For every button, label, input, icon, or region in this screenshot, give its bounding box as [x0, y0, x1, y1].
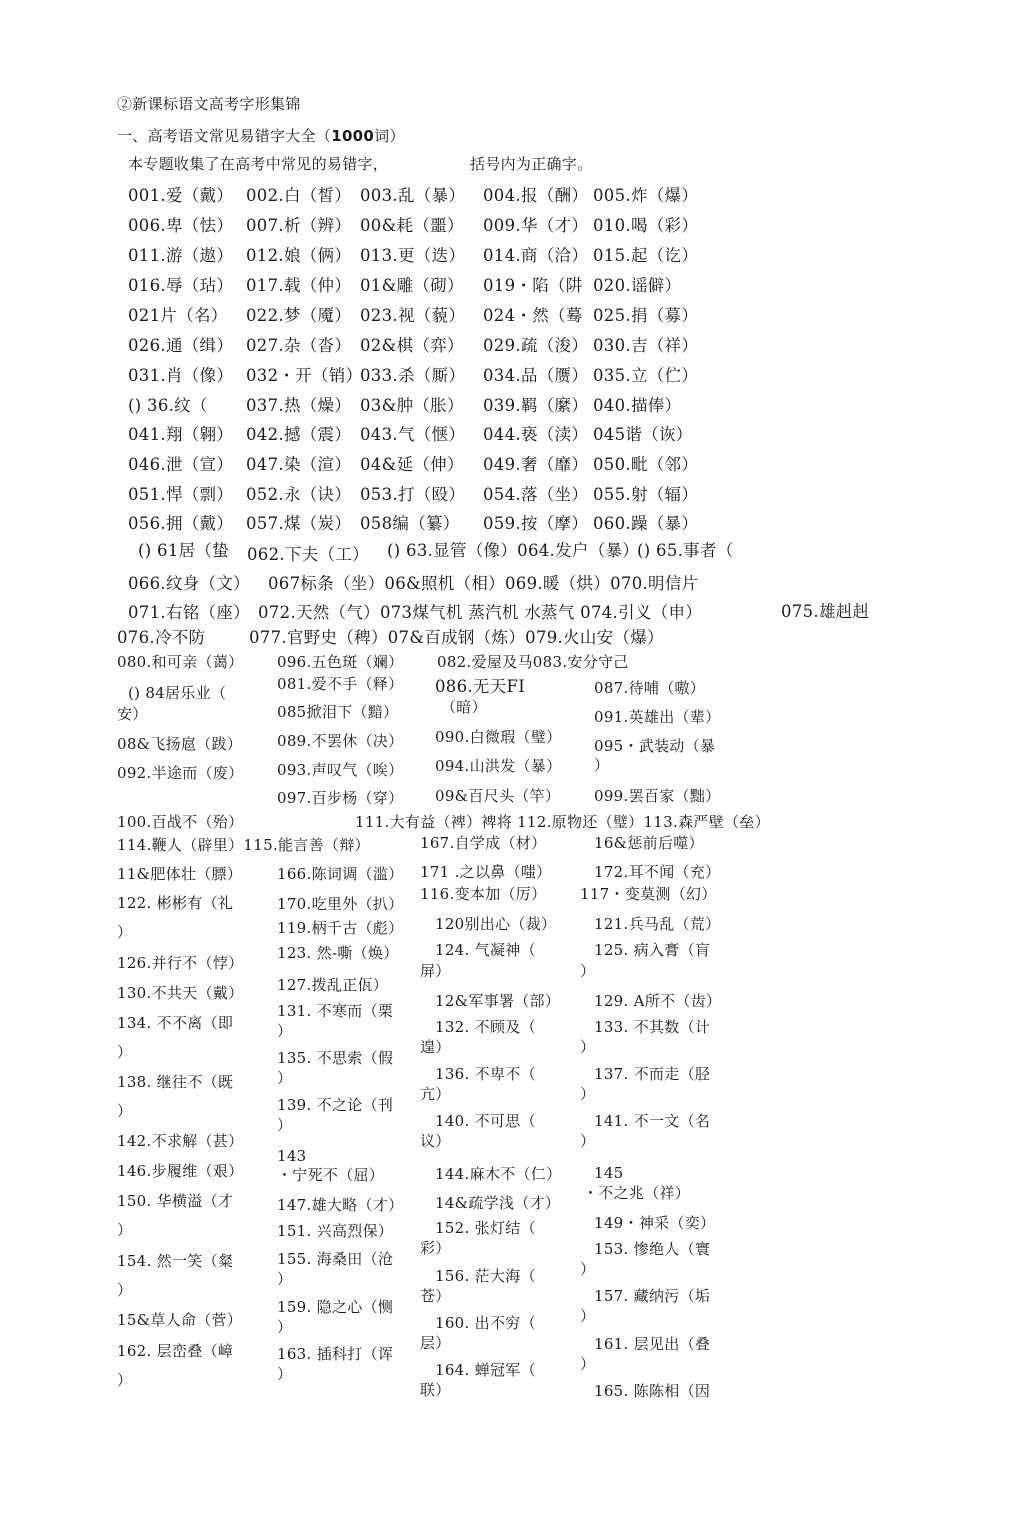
- list-item: 123. 然-嘶（焕）: [277, 944, 399, 962]
- grid-item: 040.描俸）: [593, 396, 682, 415]
- grid-item: 007.析（辨）: [246, 216, 352, 235]
- list-item: 085掀泪下（黯）: [277, 703, 399, 721]
- list-item: ・宁死不（屈）: [277, 1166, 385, 1184]
- grid-item: 027.杂（沓）: [246, 336, 352, 355]
- list-item: ）: [594, 756, 610, 774]
- list-item: 彩）: [420, 1239, 451, 1257]
- list-item: 15&草人命（菅）: [117, 1311, 243, 1329]
- grid-item: 041.翔（翱）: [128, 425, 234, 444]
- grid-item: 013.更（迭）: [360, 246, 466, 265]
- list-item: 议）: [420, 1132, 451, 1150]
- list-item: 093.声叹气（唉）: [277, 761, 404, 779]
- grid-item: 00&耗（噩）: [360, 216, 464, 235]
- grid-item: 058编（纂）: [360, 514, 460, 533]
- list-item: 124. 气凝神（: [435, 941, 536, 959]
- intro-right: 括号内为正确字。: [470, 155, 593, 173]
- list-item: 163. 插科打（诨: [277, 1345, 394, 1363]
- list-item: () 84居乐业（: [128, 684, 227, 702]
- list-item: 095・武装动（暴: [594, 737, 716, 755]
- list-item: () 61居（蛰: [138, 541, 230, 560]
- list-item: 08&飞扬扈（跋）: [117, 735, 243, 753]
- grid-item: 025.捐（募）: [593, 306, 699, 325]
- list-item: 154. 然一笑（粲: [117, 1252, 234, 1270]
- grid-item: 015.起（讫）: [593, 246, 699, 265]
- grid-item: 047.染（渲）: [246, 455, 352, 474]
- grid-item: 055.射（辐）: [593, 485, 699, 504]
- list-item: 127.拨乱正佤）: [277, 976, 389, 994]
- grid-item: 030.吉（祥）: [593, 336, 699, 355]
- list-item: 089.不罢休（决）: [277, 732, 404, 750]
- list-item: 152. 张灯结（: [435, 1219, 536, 1237]
- grid-item: 022.梦（魇）: [246, 306, 352, 325]
- grid-item: 059.按（摩）: [483, 514, 589, 533]
- list-item: 120别出心（裁）: [435, 915, 557, 933]
- list-item: 130.不共天（戴）: [117, 984, 244, 1002]
- list-item: 149・神采（奕）: [594, 1214, 716, 1232]
- list-item: 172.耳不闻（充）: [594, 863, 721, 881]
- list-item: 166.陈词调（滥）: [277, 865, 404, 883]
- list-item: 16&惩前后噬）: [594, 834, 704, 852]
- section-heading: [117, 126, 405, 146]
- list-item: 170.吃里外（扒）: [277, 895, 404, 913]
- list-item: ）: [117, 1371, 133, 1389]
- grid-item: 031.肖（像）: [128, 366, 234, 385]
- list-item: ）: [117, 1102, 133, 1120]
- grid-item: 023.视（藐）: [360, 306, 466, 325]
- grid-item: 037.热（燥）: [246, 396, 352, 415]
- grid-item: 032・开（销）: [246, 366, 363, 385]
- grid-item: 010.喝（彩）: [593, 216, 699, 235]
- grid-item: 035.立（伫）: [593, 366, 699, 385]
- list-item: 119.柄千古（彪）: [277, 919, 404, 937]
- list-item: ）: [277, 1069, 293, 1087]
- section-heading-count: 1000: [331, 127, 375, 145]
- list-item: 086.无天FI: [435, 677, 526, 696]
- list-item: 091.英雄出（辈）: [594, 708, 721, 726]
- grid-item: 049.奢（靡）: [483, 455, 589, 474]
- list-item: ）: [117, 1043, 133, 1061]
- list-item: ・不之兆（祥）: [583, 1184, 691, 1202]
- list-item: 142.不求解（甚）: [117, 1132, 244, 1150]
- list-item: 076.冷不防: [117, 628, 206, 647]
- list-item: 126.并行不（悖）: [117, 954, 244, 972]
- grid-item: 014.商（洽）: [483, 246, 589, 265]
- list-item: 151. 兴高烈保）: [277, 1222, 394, 1240]
- list-item: 134. 不不离（即: [117, 1014, 234, 1032]
- grid-item: () 36.纹（: [128, 396, 208, 415]
- list-item: 14&疏学浅（才）: [435, 1194, 561, 1212]
- list-item: ）: [580, 1038, 596, 1056]
- grid-item: 002.白（皙）: [246, 186, 352, 205]
- list-item: 081.爱不手（释）: [277, 675, 404, 693]
- list-item: 153. 惨绝人（寰: [594, 1240, 711, 1258]
- list-item: ）: [580, 1355, 596, 1373]
- list-item: 131. 不寒而（栗: [277, 1002, 394, 1020]
- list-item: 146.步履维（艰）: [117, 1162, 244, 1180]
- grid-item: 053.打（殴）: [360, 485, 466, 504]
- grid-item: 026.通（缉）: [128, 336, 234, 355]
- list-item: 144.麻木不（仁）: [435, 1165, 562, 1183]
- grid-item: 04&延（伸）: [360, 455, 464, 474]
- grid-item: 045谐（诙）: [593, 425, 693, 444]
- list-item: 122. 彬彬有（礼: [117, 894, 234, 912]
- grid-item: 046.泄（宣）: [128, 455, 234, 474]
- grid-item: 03&肿（胀）: [360, 396, 464, 415]
- grid-item: 051.悍（剽）: [128, 485, 234, 504]
- list-item: ）: [117, 1221, 133, 1239]
- list-item: ）: [117, 923, 133, 941]
- list-item: 160. 出不穷（: [435, 1314, 536, 1332]
- grid-item: 012.娘（俩）: [246, 246, 352, 265]
- list-item: 安）: [117, 705, 148, 723]
- grid-item: 060.躁（暴）: [593, 514, 699, 533]
- list-item: ）: [580, 1085, 596, 1103]
- list-item: 097.百步杨（穿）: [277, 789, 404, 807]
- grid-item: 033.杀（厮）: [360, 366, 466, 385]
- grid-item: 019・陷（阱: [483, 276, 583, 295]
- list-item: ）: [580, 962, 596, 980]
- list-item: 161. 层见出（叠: [594, 1335, 711, 1353]
- grid-item: 005.炸（爆）: [593, 186, 699, 205]
- grid-item: 020.谣僻）: [593, 276, 682, 295]
- grid-item: 001.爱（戴）: [128, 186, 234, 205]
- list-item: ）: [580, 1260, 596, 1278]
- list-item: ）: [277, 1270, 293, 1288]
- list-item: ）: [580, 1132, 596, 1150]
- list-item: 141. 不一文（名: [594, 1112, 711, 1130]
- list-item: 09&百尺头（竿）: [435, 787, 561, 805]
- grid-item: 02&棋（弈）: [360, 336, 464, 355]
- list-item: 162. 层峦叠（嶂: [117, 1342, 234, 1360]
- list-item: 072.天然（气）073煤气机 蒸汽机 水蒸气 074.引义（申）: [258, 603, 703, 622]
- list-item: 147.雄大略（才）: [277, 1196, 404, 1214]
- list-item: 171 .之以鼻（嗤）: [420, 863, 552, 881]
- list-item: 亢）: [420, 1085, 451, 1103]
- list-item: 138. 继往不（既: [117, 1073, 234, 1091]
- list-item: ）: [580, 1307, 596, 1325]
- list-item: 164. 蝉冠军（: [435, 1361, 536, 1379]
- list-item: 150. 华横溢（才: [117, 1192, 234, 1210]
- grid-item: 052.永（诀）: [246, 485, 352, 504]
- grid-item: 050.毗（邻）: [593, 455, 699, 474]
- list-item: 苍）: [420, 1287, 451, 1305]
- list-item: 117・变莫测（幻）: [580, 885, 717, 903]
- list-item: 087.待哺（嗷）: [594, 679, 706, 697]
- list-item: ）: [277, 1318, 293, 1336]
- list-item: () 63.显管（像）064.发户（暴）: [387, 541, 640, 560]
- list-item: 075.雄赳赳: [781, 602, 870, 621]
- doc-title: ②新课标语文高考字形集锦: [117, 95, 301, 113]
- grid-item: 006.卑（怯）: [128, 216, 234, 235]
- grid-item: 044.亵（渎）: [483, 425, 589, 444]
- list-item: ）: [277, 1022, 293, 1040]
- list-item: 11&肥体壮（膘）: [117, 865, 243, 883]
- list-item: 071.右铭（座）: [128, 603, 250, 622]
- grid-item: 029.疏（浚）: [483, 336, 589, 355]
- list-item: 062.下夫（工）: [247, 545, 369, 564]
- list-item: 080.和可亲（蔼）: [117, 653, 244, 671]
- list-item: 066.纹身（文）: [128, 574, 250, 593]
- grid-item: 024・然（蓦: [483, 306, 583, 325]
- list-item: 077.官野史（稗）07&百成钢（炼）079.火山安（爆）: [249, 628, 664, 647]
- grid-item: 009.华（才）: [483, 216, 589, 235]
- list-item: 114.鞭人（辟里）115.能言善（辩）: [117, 836, 370, 854]
- list-item: () 65.事者（: [637, 541, 734, 560]
- list-item: 143: [277, 1147, 307, 1165]
- list-item: 132. 不顾及（: [435, 1018, 536, 1036]
- list-item: 116.变本加（厉）: [420, 885, 547, 903]
- list-item: 156. 茫大海（: [435, 1267, 536, 1285]
- list-item: 145: [594, 1164, 624, 1182]
- list-item: 082.爱屋及马083.安分守己: [437, 653, 629, 671]
- list-item: （暗）: [441, 698, 487, 716]
- list-item: 133. 不其数（计: [594, 1018, 711, 1036]
- intro-left: 本专题收集了在高考中常见的易错字，: [128, 155, 389, 173]
- list-item: 136. 不卑不（: [435, 1065, 536, 1083]
- grid-item: 039.羁（縻）: [483, 396, 589, 415]
- list-item: 157. 藏纳污（垢: [594, 1287, 711, 1305]
- list-item: 140. 不可思（: [435, 1112, 536, 1130]
- list-item: 135. 不思索（假: [277, 1049, 394, 1067]
- list-item: 137. 不而走（胫: [594, 1065, 711, 1083]
- grid-item: 034.品（赝）: [483, 366, 589, 385]
- list-item: ）: [277, 1365, 293, 1383]
- list-item: 联）: [420, 1381, 451, 1399]
- list-item: 层）: [420, 1334, 451, 1352]
- list-item: 067标条（坐）06&照机（相）069.暖（烘）070.明信片: [268, 574, 699, 593]
- grid-item: 01&雕（砌）: [360, 276, 464, 295]
- list-item: 165. 陈陈相（因: [594, 1382, 711, 1400]
- list-item: 125. 病入膏（肓: [594, 941, 711, 959]
- grid-item: 057.煤（炭）: [246, 514, 352, 533]
- grid-item: 003.乱（暴）: [360, 186, 466, 205]
- grid-item: 042.撼（震）: [246, 425, 352, 444]
- list-item: ）: [277, 1116, 293, 1134]
- grid-item: 016.辱（玷）: [128, 276, 234, 295]
- grid-item: 021片（名）: [128, 306, 228, 325]
- list-item: 159. 隐之心（恻: [277, 1298, 394, 1316]
- list-item: 100.百战不（殆）: [117, 813, 244, 831]
- list-item: 167.自学成（材）: [420, 834, 547, 852]
- section-heading-end: 词）: [374, 127, 405, 145]
- grid-item: 043.气（惬）: [360, 425, 466, 444]
- list-item: 遑）: [420, 1038, 451, 1056]
- list-item: 12&军事署（部）: [435, 992, 561, 1010]
- list-item: 096.五色斑（斓）: [277, 653, 404, 671]
- list-item: 121.兵马乱（荒）: [594, 915, 721, 933]
- list-item: 094.山洪发（暴）: [435, 757, 562, 775]
- list-item: 屏）: [420, 962, 451, 980]
- list-item: ）: [117, 1281, 133, 1299]
- grid-item: 017.载（仲）: [246, 276, 352, 295]
- grid-item: 011.游（遨）: [128, 246, 234, 265]
- list-item: 099.罢百家（黜）: [594, 787, 721, 805]
- list-item: 155. 海桑田（沧: [277, 1250, 394, 1268]
- list-item: 090.白微瑕（璧）: [435, 728, 562, 746]
- list-item: 092.半途而（废）: [117, 764, 244, 782]
- section-heading-text: 一、高考语文常见易错字大全（: [117, 127, 332, 145]
- grid-item: 056.拥（戴）: [128, 514, 234, 533]
- grid-item: 054.落（坐）: [483, 485, 589, 504]
- list-item: 111.大有益（裨）裨将 112.原物还（璧）113.森严壁（垒）: [355, 813, 770, 831]
- list-item: 139. 不之论（刊: [277, 1096, 394, 1114]
- grid-item: 004.报（酬）: [483, 186, 589, 205]
- list-item: 129. A所不（齿）: [594, 992, 722, 1010]
